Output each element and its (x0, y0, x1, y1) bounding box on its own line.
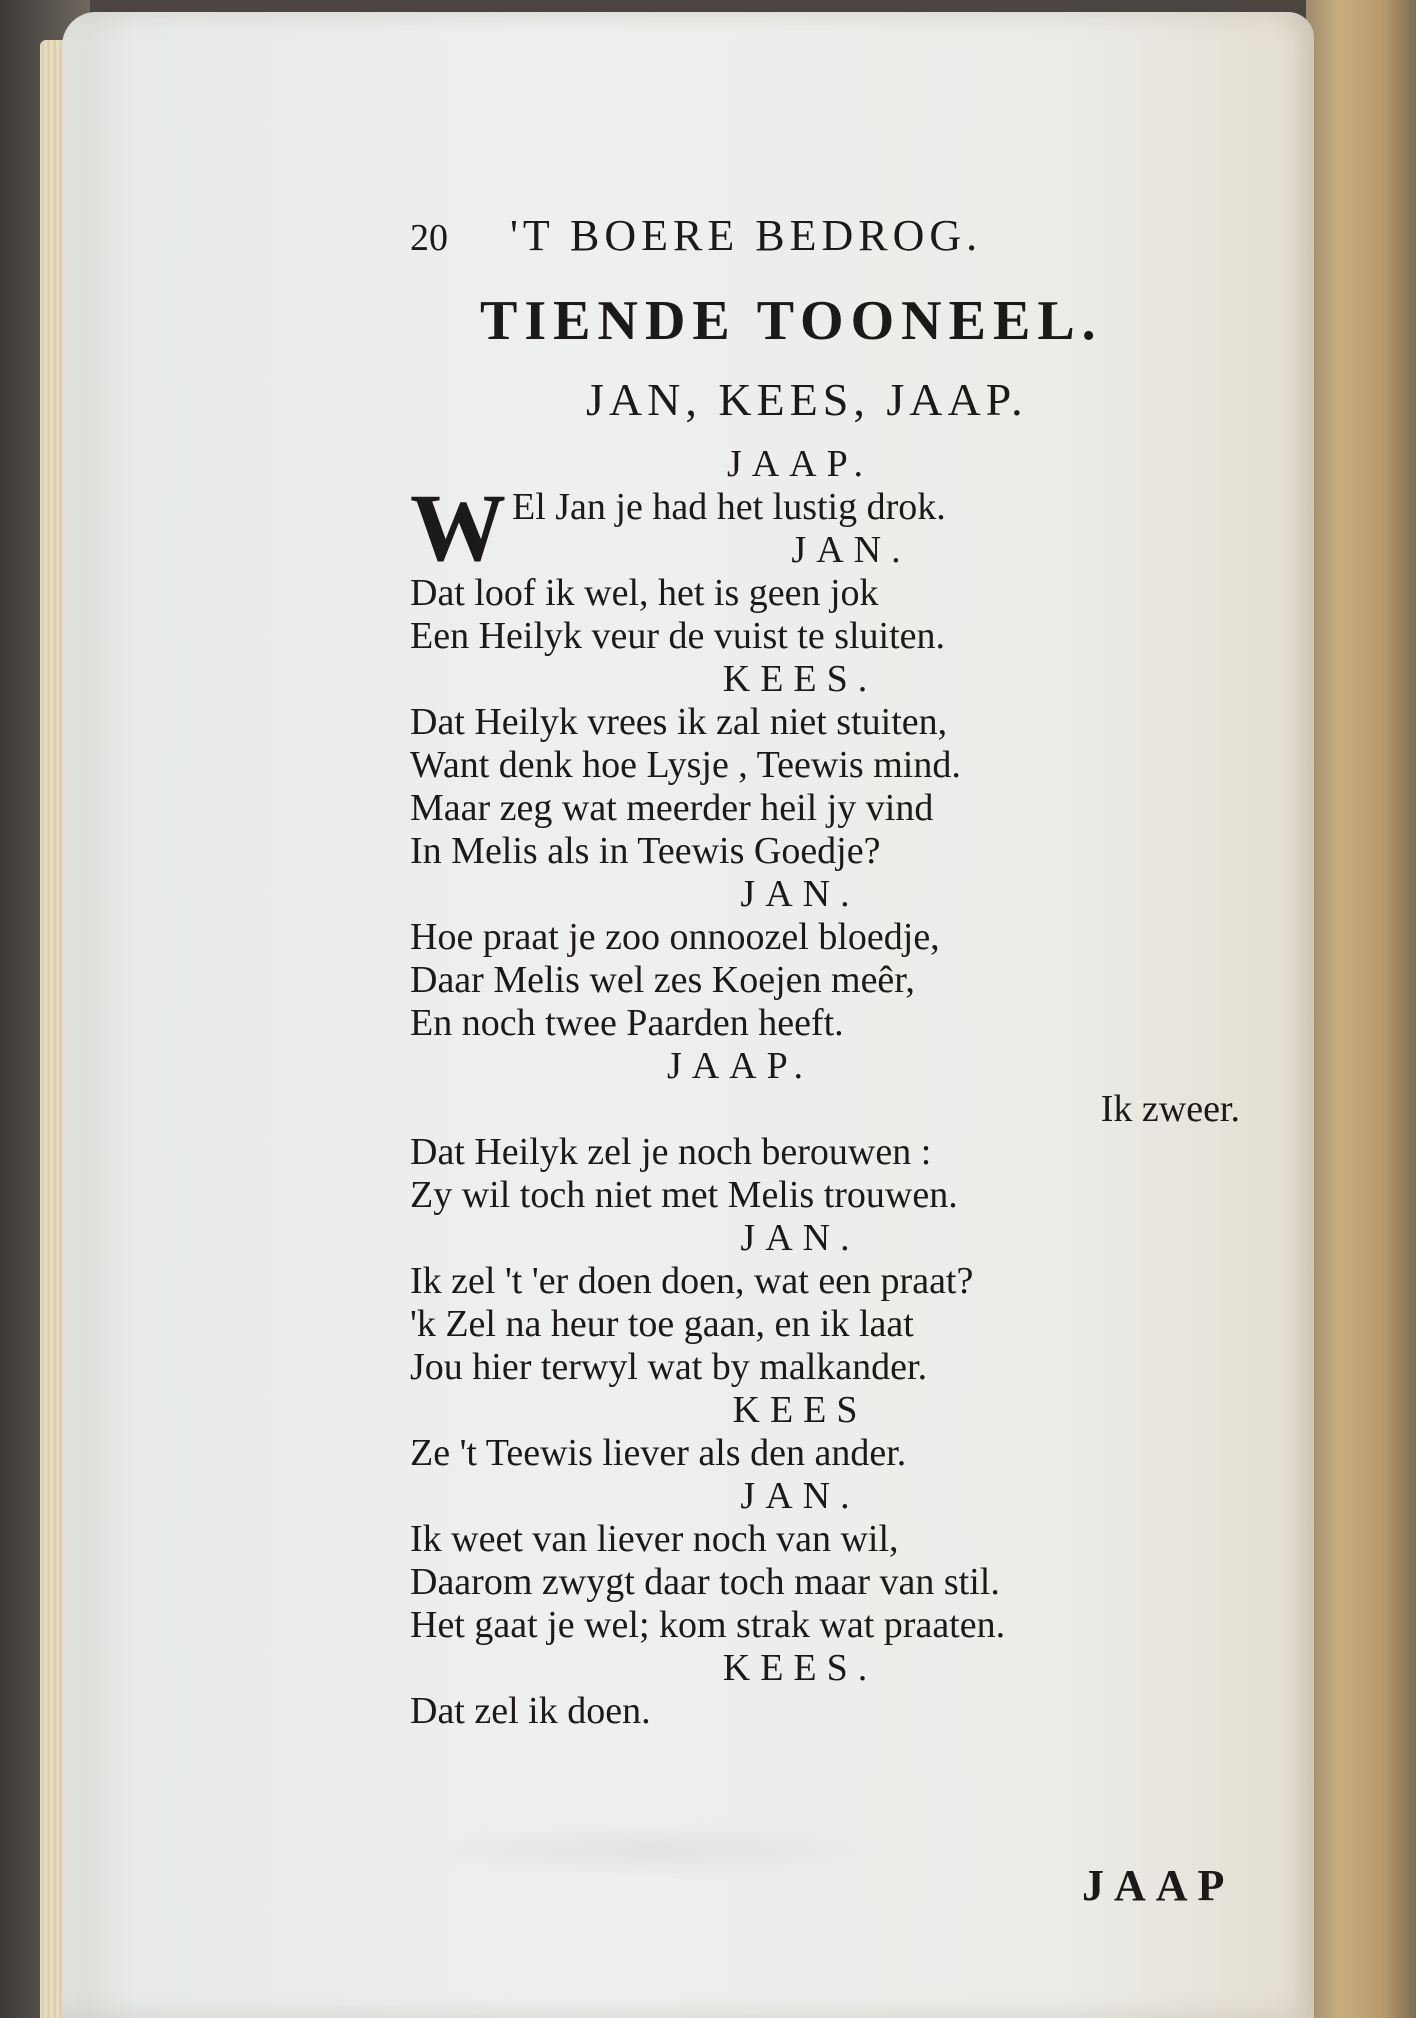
verse-line: Daar Melis wel zes Koejen meêr, (410, 959, 915, 1001)
speech (410, 1475, 1250, 1647)
running-head-title: 'T BOERE BEDROG. (510, 211, 983, 260)
page-number: 20 (410, 217, 448, 259)
verse-line-continued: Ik zweer. (1100, 1088, 1240, 1130)
speaker-name: JAN. (740, 873, 860, 915)
verse-line: Dat Heilyk zel je noch berouwen : (410, 1131, 932, 1173)
speaker-name: KEES. (722, 658, 878, 700)
speech-group (410, 529, 1250, 572)
verse-line: In Melis als in Teewis Goedje? (410, 830, 881, 872)
verse-line: Zy wil toch niet met Melis trouwen. (410, 1174, 958, 1216)
verse-line: Dat Heilyk vrees ik zal niet stuiten, (410, 701, 948, 743)
verse-line: Daarom zwygt daar toch maar van stil. (410, 1561, 1000, 1603)
speaker-name: JAAP. (666, 1045, 814, 1087)
verse-line: Maar zeg wat meerder heil jy vind (410, 787, 934, 829)
opening-speech (410, 474, 1250, 581)
dialogue (410, 443, 1250, 1733)
speaker-name: KEES. (722, 1647, 878, 1689)
verse-line: El Jan je had het lustig drok. (512, 486, 946, 528)
verse-line: Ik zel 't 'er doen doen, wat een praat? (410, 1260, 974, 1302)
speaker-name: JAAP. (726, 443, 874, 485)
verse-line: Jou hier terwyl wat by malkander. (410, 1346, 928, 1388)
scene-title: TIENDE TOONEEL. (480, 290, 1103, 352)
verse-line: Want denk hoe Lysje , Teewis mind. (410, 744, 961, 786)
speech (410, 1217, 1250, 1389)
drop-cap: W (410, 474, 506, 581)
verse-line: Dat zel ik doen. (410, 1690, 651, 1732)
verse-line: En noch twee Paarden heeft. (410, 1002, 844, 1044)
book-edge-right (1306, 0, 1416, 2018)
verse-line: 'k Zel na heur toe gaan, en ik laat (410, 1303, 914, 1345)
speaker-name: JAN. (740, 1475, 860, 1517)
verse-line: Het gaat je wel; kom strak wat praaten. (410, 1604, 1006, 1646)
scene-characters: JAN, KEES, JAAP. (586, 374, 1028, 425)
speaker-name: KEES (732, 1389, 868, 1431)
verse-line: Ik weet van liever noch van wil, (410, 1518, 899, 1560)
show-through-bleed (410, 1820, 890, 1880)
speaker-name: JAN. (740, 1217, 860, 1259)
speech (410, 873, 1250, 1045)
speech (410, 572, 1250, 658)
speech (410, 1045, 1250, 1217)
running-head (410, 205, 1250, 267)
speech (410, 658, 1250, 873)
speaker-name: JAN. (791, 529, 911, 571)
verse-line: Een Heilyk veur de vuist te sluiten. (410, 615, 946, 657)
verse-line: Ze 't Teewis liever als den ander. (410, 1432, 907, 1474)
verse-line: Hoe praat je zoo onnoozel bloedje, (410, 916, 940, 958)
verse-line: Dat loof ik wel, het is geen jok (410, 572, 879, 614)
page-text-block (410, 205, 1250, 1733)
speech (410, 1647, 1250, 1733)
speech (410, 1389, 1250, 1475)
catchword: JAAP (1082, 1861, 1235, 1910)
